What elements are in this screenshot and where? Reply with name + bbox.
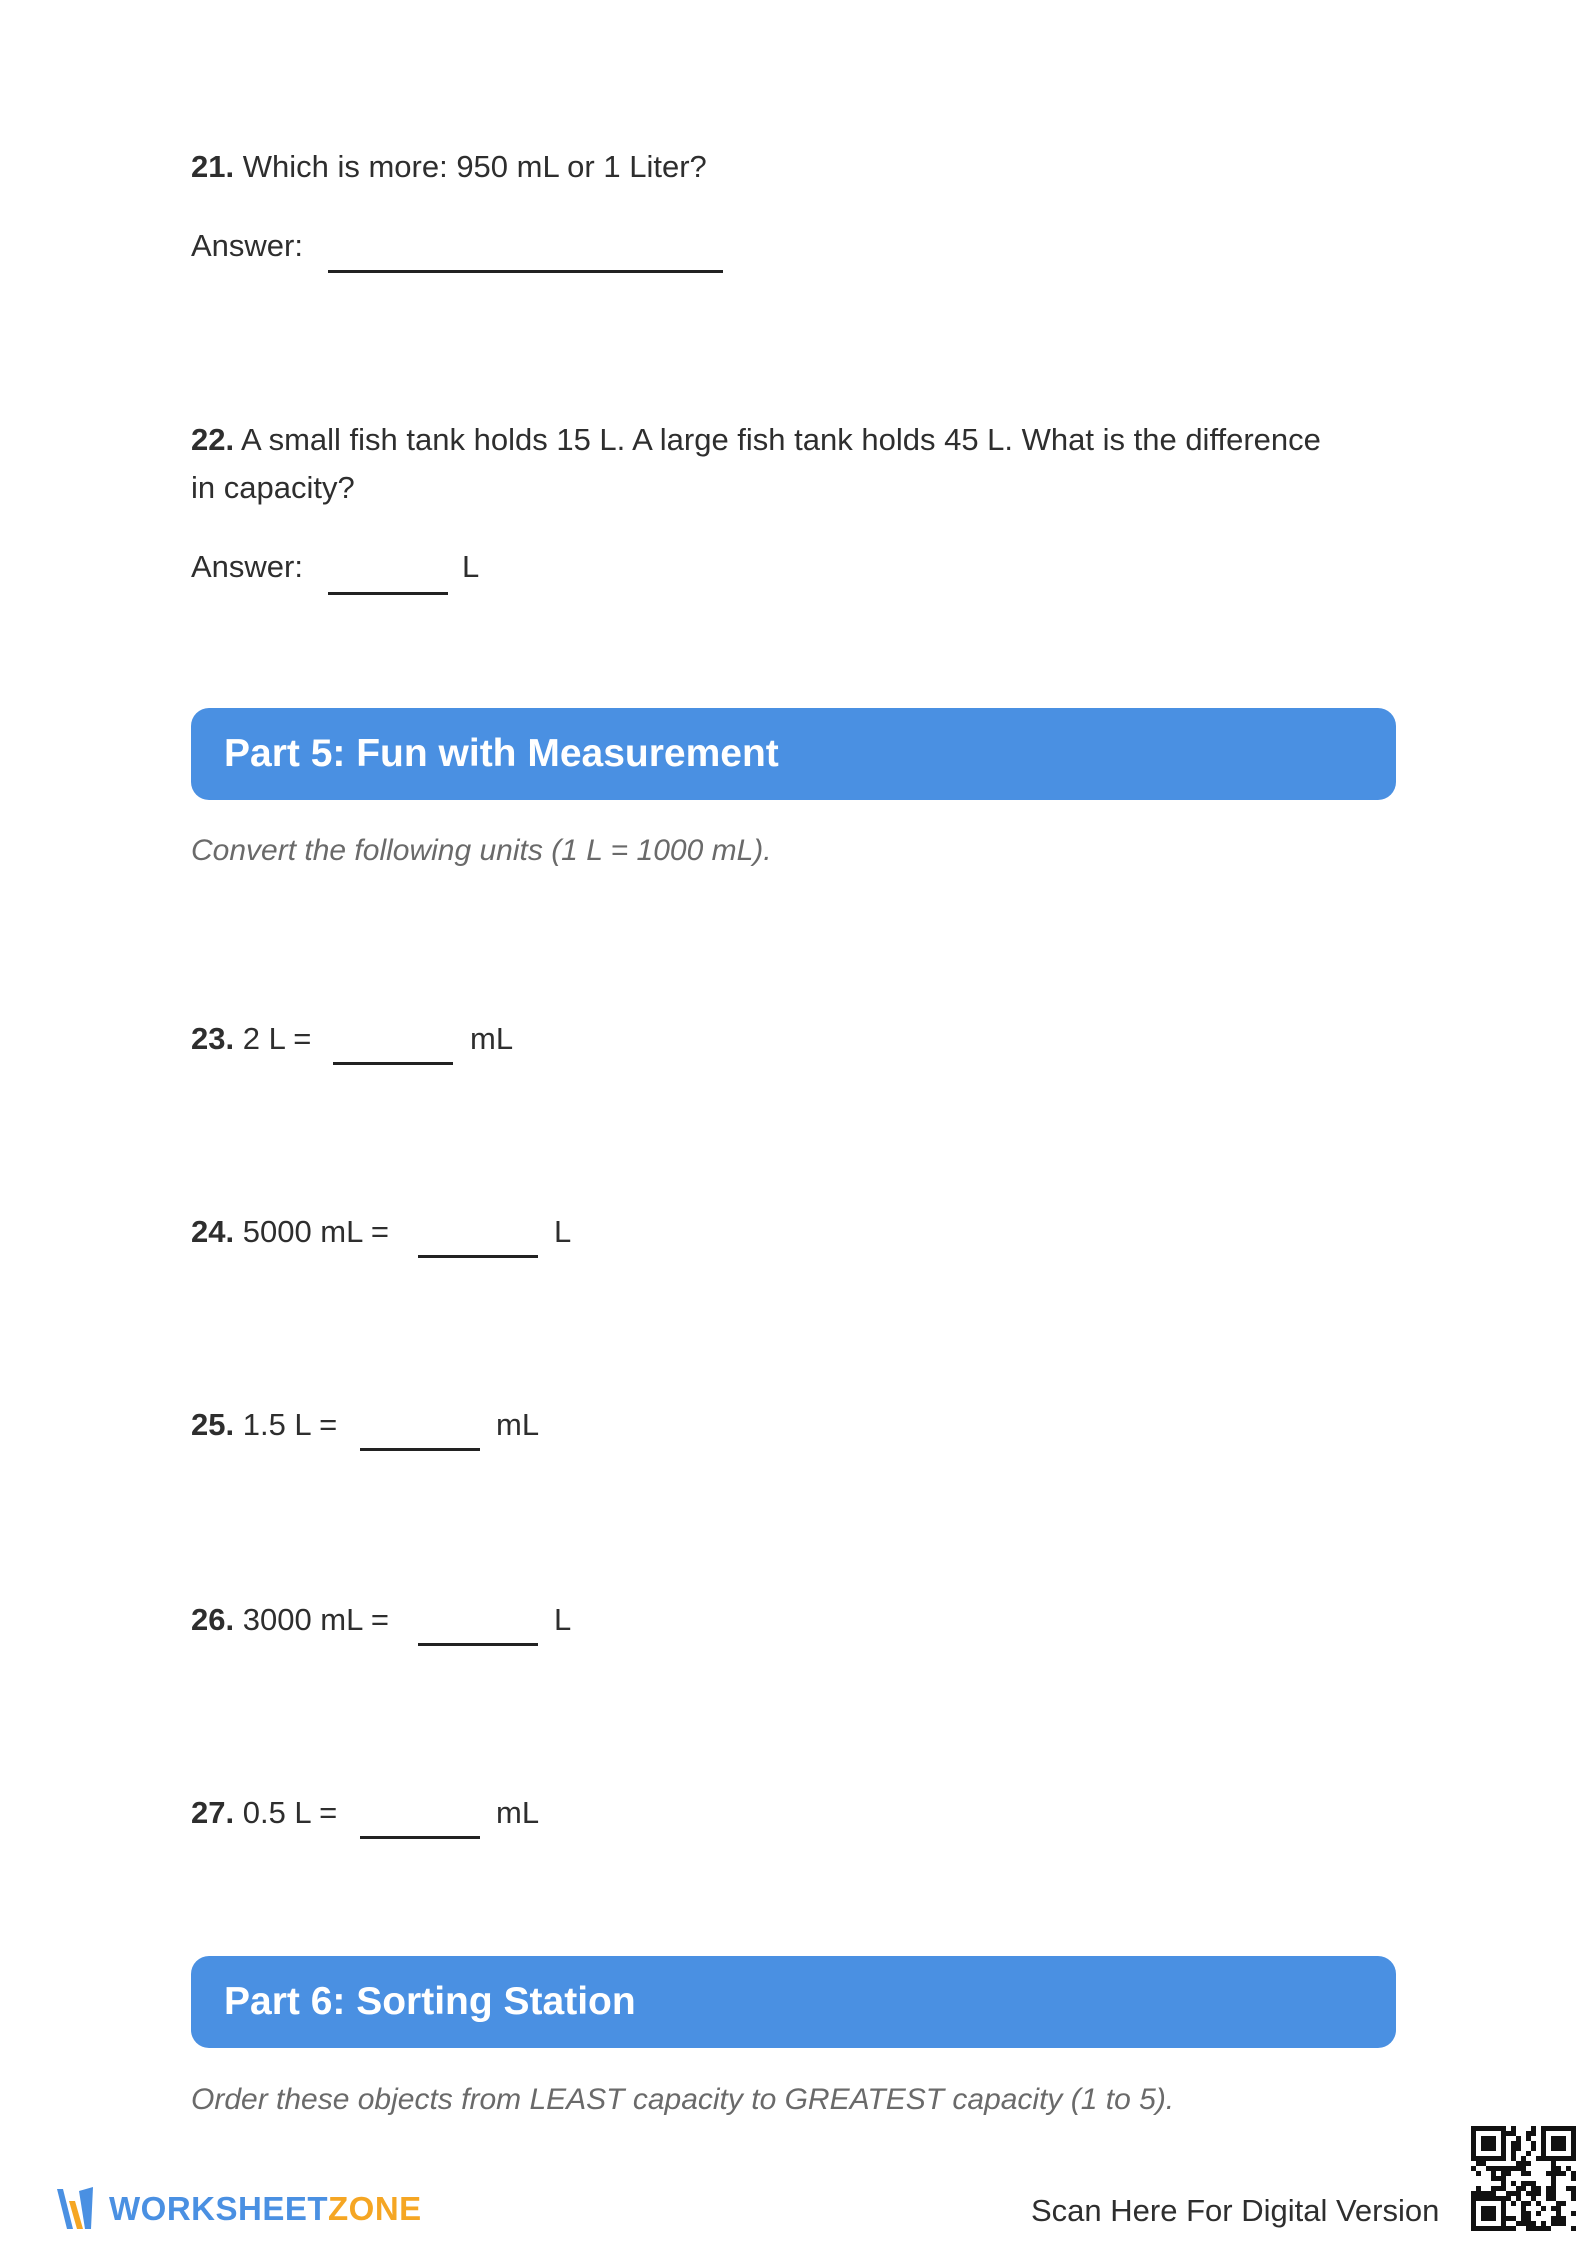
- question-22-line2: in capacity?: [191, 470, 355, 505]
- section-title: Part 6: Sorting Station: [224, 1980, 636, 2023]
- qr-code-icon[interactable]: [1471, 2126, 1576, 2231]
- unit-label: L: [554, 1214, 572, 1249]
- conversion-item-25: [191, 1401, 337, 1449]
- scan-text: Scan Here For Digital Version: [1031, 2193, 1440, 2228]
- question-text: Which is more: 950 mL or 1 Liter?: [234, 149, 707, 184]
- question-number: 22.: [191, 422, 235, 457]
- answer-label: Answer:: [191, 549, 303, 584]
- question-number: 23.: [191, 1021, 235, 1056]
- question-number: 26.: [191, 1602, 235, 1637]
- answer-blank-21[interactable]: [328, 270, 723, 273]
- answer-blank-26[interactable]: [418, 1643, 538, 1646]
- answer-blank-25[interactable]: [360, 1448, 480, 1451]
- conversion-item-24: [191, 1208, 389, 1256]
- unit-label: L: [554, 1602, 572, 1637]
- answer-blank-27[interactable]: [360, 1836, 480, 1839]
- conversion-item-23: [191, 1015, 311, 1063]
- question-22: [191, 416, 1321, 464]
- question-text: 3000 mL =: [234, 1602, 389, 1637]
- answer-label: Answer:: [191, 228, 303, 263]
- question-text: 5000 mL =: [234, 1214, 389, 1249]
- answer-blank-22[interactable]: [328, 592, 448, 595]
- question-text: A small fish tank holds 15 L. A large fish tank holds 45 L. What is the difference: [234, 422, 1321, 457]
- answer-blank-23[interactable]: [333, 1062, 453, 1065]
- unit-label: mL: [496, 1795, 540, 1830]
- footer-brand[interactable]: [55, 2181, 422, 2237]
- brand-worksheet: WORKSHEET: [109, 2190, 328, 2227]
- question-text: 0.5 L =: [234, 1795, 338, 1830]
- instruction-text: Order these objects from LEAST capacity to GREATEST capacity (1 to 5).: [191, 2083, 1175, 2116]
- section-banner-part5: [191, 708, 1396, 800]
- instruction-text: Convert the following units (1 L = 1000 mL).: [191, 834, 772, 867]
- section-title: Part 5: Fun with Measurement: [224, 732, 779, 775]
- question-text: 2 L =: [234, 1021, 312, 1056]
- question-number: 24.: [191, 1214, 235, 1249]
- answer-blank-24[interactable]: [418, 1255, 538, 1258]
- question-number: 21.: [191, 149, 235, 184]
- question-number: 27.: [191, 1795, 235, 1830]
- question-text: 1.5 L =: [234, 1407, 338, 1442]
- unit-label: mL: [496, 1407, 540, 1442]
- conversion-item-27: [191, 1789, 337, 1837]
- unit-label: mL: [470, 1021, 514, 1056]
- conversion-item-26: [191, 1596, 389, 1644]
- worksheetzone-logo-icon: [55, 2181, 95, 2237]
- brand-zone: ZONE: [328, 2190, 422, 2227]
- section-banner-part6: [191, 1956, 1396, 2048]
- question-21: [191, 143, 707, 191]
- unit-label: L: [462, 549, 480, 584]
- question-number: 25.: [191, 1407, 235, 1442]
